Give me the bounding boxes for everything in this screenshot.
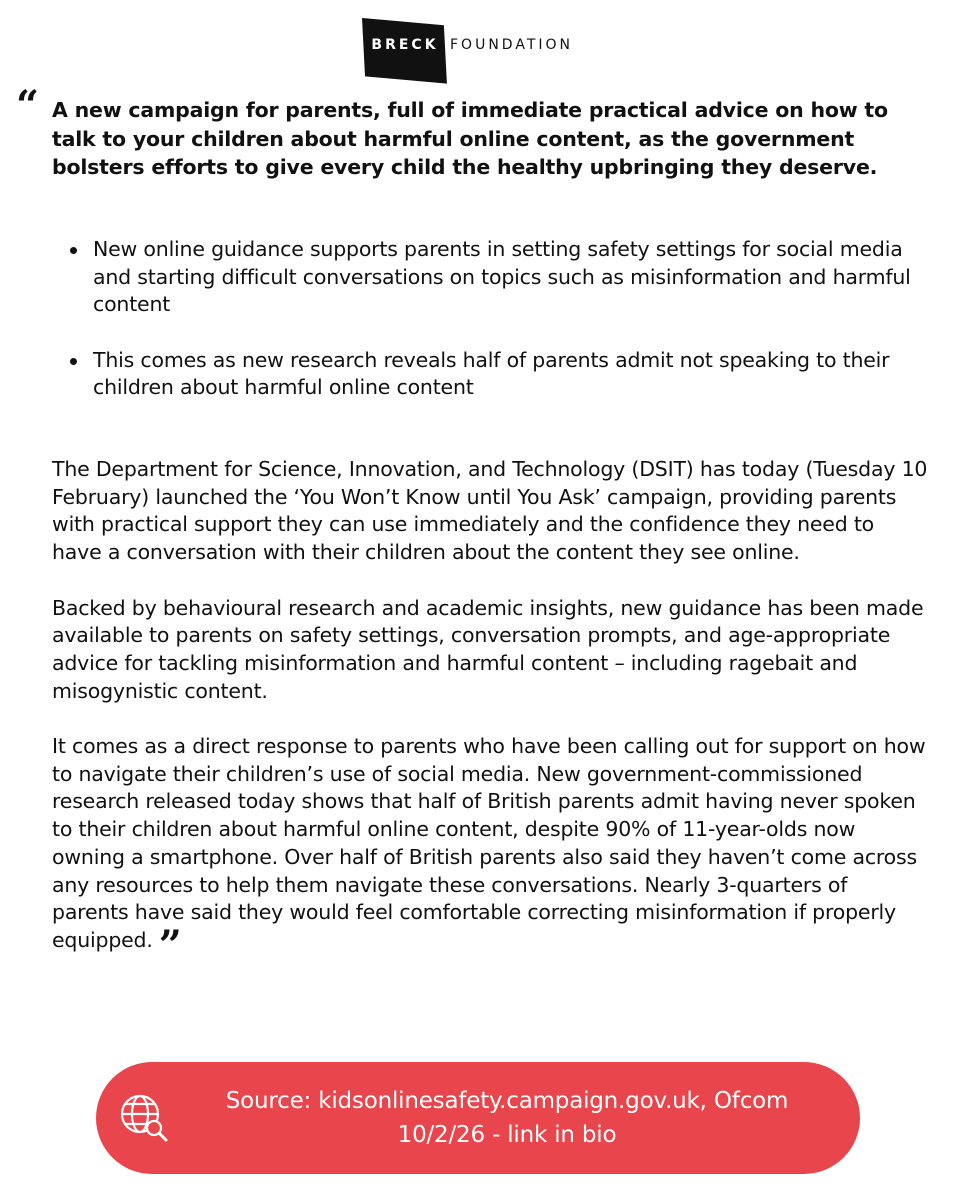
open-quote-mark: “: [16, 82, 40, 129]
key-point-item: [52, 236, 922, 319]
body-paragraph-last: [52, 733, 928, 969]
logo-breck-text: BRECK: [371, 37, 439, 53]
breck-foundation-logo: [362, 18, 612, 78]
body-paragraph: Backed by behavioural research and academic insights, new guidance has been made available to parents on safety settings, conversation prompts, and age-appropriate advice for tackling misinformation and harmful content – including ragebait and misogynistic content.: [52, 595, 924, 703]
body-paragraph-text: It comes as a direct response to parents who have been calling out for support on how to navigate their children’s use of social media. New government-commissioned research released today shows that half of British parents admit having never spoken to their children about harmful online content, despite 90% of 11-year-olds now owning a smartphone. Over half of British parents also said they haven’t come across any resources to help them navigate these conversations. Nearly 3-quarters of parents have said they would feel comfortable correcting misinformation if properly equipped.: [52, 734, 926, 952]
key-point-text: This comes as new research reveals half of parents admit not speaking to their children about harmful online content: [93, 347, 890, 399]
source-line-1: Source: kidsonlinesafety.campaign.gov.uk, Ofcom: [225, 1088, 789, 1114]
source-text: [182, 1084, 832, 1152]
key-point-item: [52, 347, 922, 402]
logo-foundation-text: FOUNDATION: [450, 37, 573, 53]
article-body: [52, 456, 928, 982]
source-line-2: 10/2/26 - link in bio: [397, 1122, 617, 1148]
globe-search-icon: [118, 1092, 170, 1144]
bullet-icon: [70, 247, 77, 254]
lead-headline: A new campaign for parents, full of immediate practical advice on how to talk to your children about harmful online content, as the government bolsters efforts to give every child the healthy upbringing they deserve.: [52, 98, 888, 179]
body-paragraph: The Department for Science, Innovation, and Technology (DSIT) has today (Tuesday 10 February) launched the ‘You Won’t Know until You Ask’ campaign, providing parents with practical support they can use immediately and the confidence they need to have a conversation with their children about the content they see online.: [52, 457, 928, 565]
source-banner: [96, 1062, 860, 1174]
key-point-text: New online guidance supports parents in setting safety settings for social media and starting difficult conversations on topics such as misinformation and harmful content: [93, 237, 911, 316]
bullet-icon: [70, 358, 77, 365]
key-points-list: [52, 236, 922, 430]
close-quote-mark: ”: [158, 921, 182, 969]
